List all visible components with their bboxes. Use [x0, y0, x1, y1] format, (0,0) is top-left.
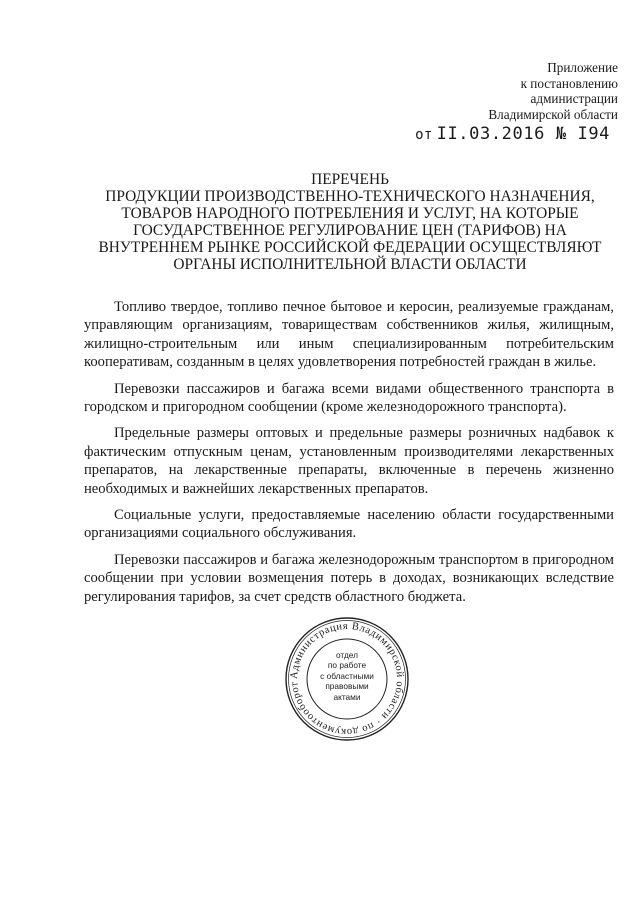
official-stamp — [284, 616, 410, 742]
paragraph-social-services: Социальные услуги, предоставляемые населению области государственными организациями социального обслуживания. — [84, 507, 614, 542]
title-line: ВНУТРЕННЕМ РЫНКЕ РОССИЙСКОЙ ФЕДЕРАЦИИ ОСУЩЕСТВЛЯЮТ — [98, 239, 602, 256]
document-body — [84, 298, 614, 614]
decree-reference — [415, 124, 610, 144]
appendix-line: Владимирской области — [488, 106, 618, 122]
paragraph-rail-transport: Перевозки пассажиров и багажа железнодорожным транспортом в пригородном сообщении при условии возмещения потерь в доходах, возникающих вследствие регулирования тарифов, за счет средств областного бюджета. — [84, 551, 614, 605]
stamp-center-line: актами — [333, 691, 361, 702]
stamp-ring-text: Администрация Владимирской области · по документооборот — [288, 620, 406, 738]
appendix-line: Приложение — [547, 60, 618, 75]
stamp-center-line: с областными — [320, 670, 374, 681]
stamp-center-line: правовыми — [325, 681, 369, 692]
paragraph-pharmaceutical-markups: Предельные размеры оптовых и предельные размеры розничных надбавок к фактическим отпускным ценам, установленным производителями лекарственных препаратов, на лекарственные препараты, включенные в перечень жизненно необходимых и важнейших лекарственных препаратов. — [84, 425, 614, 497]
decree-date-number: II.03.2016 № I94 — [436, 124, 610, 144]
title-line: ПРОДУКЦИИ ПРОИЗВОДСТВЕННО-ТЕХНИЧЕСКОГО НАЗНАЧЕНИЯ, — [105, 188, 595, 205]
title-line: ГОСУДАРСТВЕННОЕ РЕГУЛИРОВАНИЕ ЦЕН (ТАРИФОВ) НА — [133, 222, 567, 239]
appendix-line: администрации — [530, 91, 618, 107]
appendix-block — [488, 60, 618, 122]
paragraph-public-transport: Перевозки пассажиров и багажа всеми видами общественного транспорта в городском и пригородном сообщении (кроме железнодорожного транспорта). — [84, 380, 614, 416]
title-line: ПЕРЕЧЕНЬ — [311, 171, 389, 188]
decree-prefix: от — [415, 127, 433, 143]
appendix-line: к постановлению — [520, 75, 618, 91]
document-title — [60, 171, 640, 273]
title-line: ОРГАНЫ ИСПОЛНИТЕЛЬНОЙ ВЛАСТИ ОБЛАСТИ — [173, 256, 527, 273]
stamp-center-line: по работе — [327, 660, 367, 671]
stamp-center-line: отдел — [336, 650, 358, 660]
title-line: ТОВАРОВ НАРОДНОГО ПОТРЕБЛЕНИЯ И УСЛУГ, НА КОТОРЫЕ — [121, 205, 579, 222]
stamp-center-text — [316, 650, 378, 702]
paragraph-fuel: Топливо твердое, топливо печное бытовое и керосин, реализуемые гражданам, управляющим организациям, товариществам собственников жилья, жилищным, жилищно-строительным или иным специализированным потребительским кооперативам, созданным в целях удовлетворения потребностей граждан в жилье. — [84, 299, 614, 371]
